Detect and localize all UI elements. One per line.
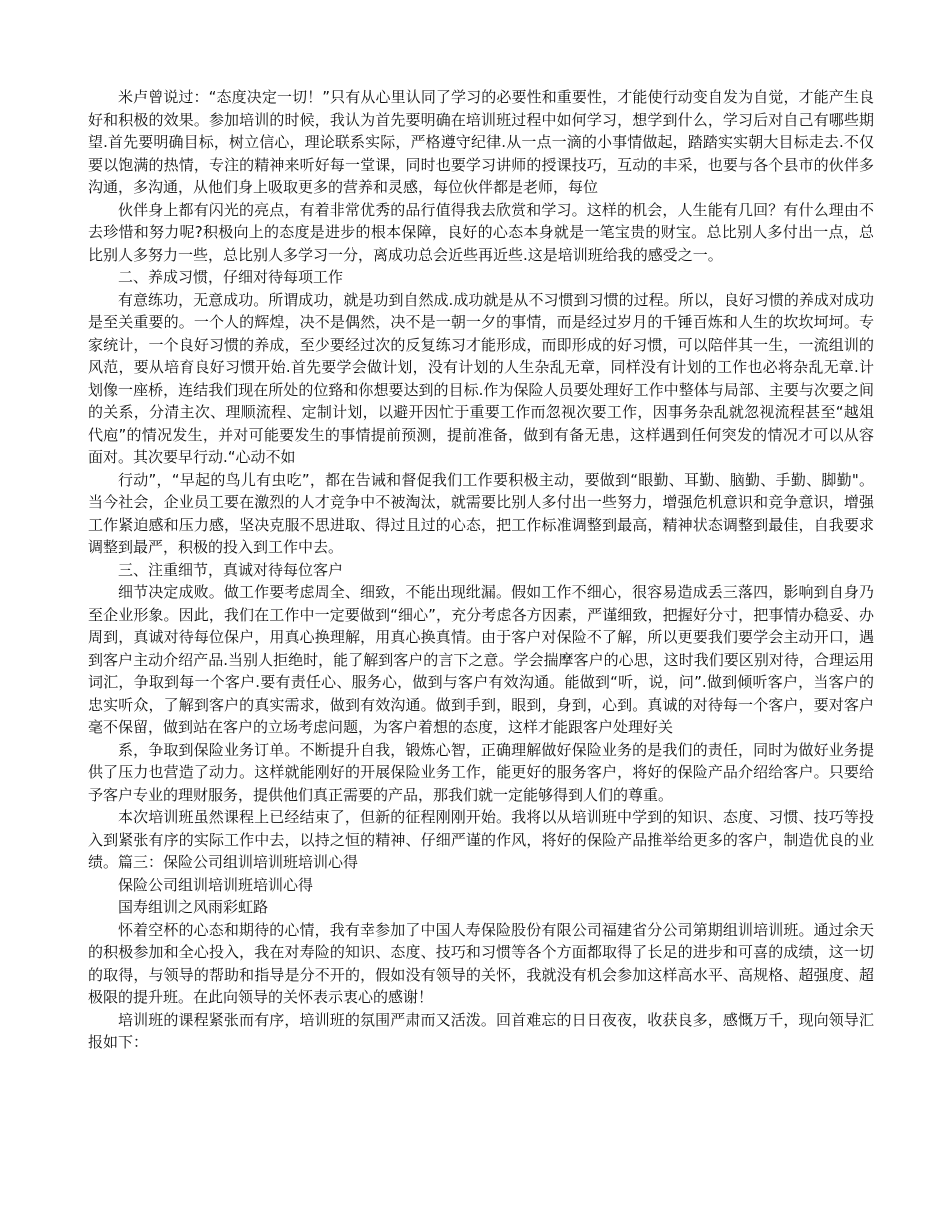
paragraph-7: 本次培训班虽然课程上已经结束了，但新的征程刚刚开始。我将以从培训班中学到的知识、态度、习惯、技巧等投入到紧张有序的实际工作中去，以持之恒的精神、仔细严谨的作风，将好的保险产品推举给更多的客户，制造优良的业绩。篇三：保险公司组训培训班培训心得 [88,808,874,871]
section-heading-3: 三、注重细节，真诚对待每位客户 [118,560,344,579]
paragraph-6: 系，争取到保险业务订单。不断提升自我，锻炼心智，正确理解做好保险业务的是我们的责任，同时为做好业务提供了压力也营造了动力。这样就能刚好的开展保险业务工作，能更好的服务客户，将好的保险产品介绍给客户。只要给予客户专业的理财服务，提供他们真正需要的产品，那我们就一定能够得到人们的尊重。 [88,740,874,804]
document-body [88,86,874,1054]
article-title: 保险公司组训培训班培训心得 [118,875,314,894]
article-subtitle: 国寿组训之风雨彩虹路 [118,898,269,916]
paragraph-5: 细节决定成败。做工作要考虑周全、细致，不能出现纰漏。假如工作不细心，很容易造成丢三落四，影响到自身乃至企业形象。因此，我们在工作中一定要做到“细心”，充分考虑各方因素，严谨细致，把握好分寸，把事情办稳妥、办周到，真诚对待每位保户，用真心换理解，用真心换真情。由于客户对保险不了解，所以更要我们要学会主动开口，遇到客户主动介绍产品.当别人拒绝时，能了解到客户的言下之意。学会揣摩客户的心思，这时我们要区别对待，合理运用词汇，争取到每一个客户.要有责任心、服务心，做到与客户有效沟通。能做到“听，说，问”.做到倾听客户，当客户的忠实听众，了解到客户的真实需求，做到有效沟通。做到手到，眼到，身到，心到。真诚的对待每一个客户，要对客户毫不保留，做到站在客户的立场考虑问题，为客户着想的态度，这样才能跟客户处理好关 [88,583,874,736]
paragraph-2: 伙伴身上都有闪光的亮点，有着非常优秀的品行值得我去欣赏和学习。这样的机会，人生能有几回？有什么理由不去珍惜和努力呢?积极向上的态度是进步的根本保障，良好的心态本身就是一笔宝贵的财宝。总比别人多付出一点，总比别人多努力一些，总比别人多学习一分，离成功总会近些再近些.这是培训班给我的感受之一。 [88,200,874,264]
paragraph-3: 有意练功，无意成功。所谓成功，就是功到自然成.成功就是从不习惯到习惯的过程。所以，良好习惯的养成对成功是至关重要的。一个人的辉煌，决不是偶然，决不是一朝一夕的事情，而是经过岁月的千锤百炼和人生的坎坎坷坷。专家统计，一个良好习惯的养成，至少要经过次的反复练习才能形成，而即形成的好习惯，可以陪伴其一生，一流组训的风范，要从培育良好习惯开始.首先要学会做计划，没有计划的人生杂乱无章，同样没有计划的工作也必将杂乱无章.计划像一座桥，连结我们现在所处的位臵和你想要达到的目标.作为保险人员要处理好工作中整体与局部、主要与次要之间的关系，分清主次、理顺流程、定制计划，以避开因忙于重要工作而忽视次要工作，因事务杂乱就忽视流程甚至“越俎代庖”的情况发生，并对可能要发生的事情提前预测，提前准备，做到有备无患，这样遇到任何突发的情况才可以从容面对。其次要早行动.“心动不如 [88,290,874,466]
paragraph-9: 培训班的课程紧张而有序，培训班的氛围严肃而又活泼。回首难忘的日日夜夜，收获良多，感慨万千，现向领导汇报如下： [88,1010,874,1051]
paragraph-1: 米卢曾说过：“态度决定一切！”只有从心里认同了学习的必要性和重要性，才能使行动变自发为自觉，才能产生良好和积极的效果。参加培训的时候，我认为首先要明确在培训班过程中如何学习，想学到什么，学习后对自己有哪些期望.首先要明确目标，树立信心，理论联系实际，严格遵守纪律.从一点一滴的小事情做起，踏踏实实朝大目标走去.不仅要以饱满的热情，专注的精神来听好每一堂课，同时也要学习讲师的授课技巧，互动的丰采，也要与各个县市的伙伴多沟通，多沟通，从他们身上吸取更多的营养和灵感，每位伙伴都是老师，每位 [88,88,874,196]
section-heading-2: 二、养成习惯，仔细对待每项工作 [118,268,344,286]
paragraph-8: 怀着空杯的心态和期待的心情，我有幸参加了中国人寿保险股份有限公司福建省分公司第期组训培训班。通过余天的积极参加和全心投入，我在对寿险的知识、态度、技巧和习惯等各个方面都取得了长足的进步和可喜的成绩，这一切的取得，与领导的帮助和指导是分不开的，假如没有领导的关怀，我就没有机会参加这样高水平、高规格、超强度、超极限的提升班。在此向领导的关怀表示衷心的感谢！ [88,920,874,1006]
paragraph-4: 行动”，“早起的鸟儿有虫吃”，都在告诫和督促我们工作要积极主动，要做到“眼勤、耳勤、脑勤、手勤、脚勤"。当今社会，企业员工要在激烈的人才竞争中不被淘汰，就需要比别人多付出一些努力，增强危机意识和竞争意识，增强工作紧迫感和压力感，坚决克服不思进取、得过且过的心态，把工作标准调整到最高，精神状态调整到最佳，自我要求调整到最严，积极的投入到工作中去。 [88,470,874,556]
